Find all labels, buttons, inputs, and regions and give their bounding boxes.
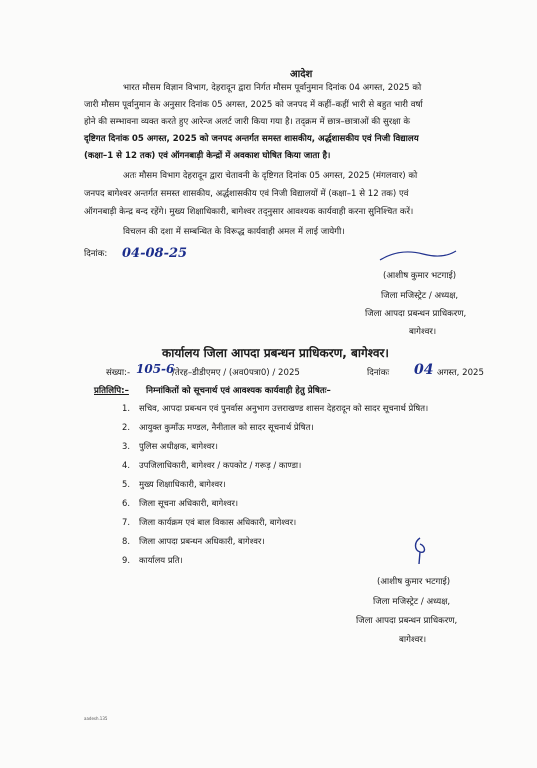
recipient-num: 5. xyxy=(122,479,130,489)
signature-2 xyxy=(408,536,432,566)
ref-handwritten: 105-6 xyxy=(136,362,175,376)
para1-line5: (कक्षा–1 से 12 तक) एवं ऑगनबाड़ी केन्द्रों में अवकाश घोषित किया जाता है। xyxy=(84,151,331,161)
recipient-num: 3. xyxy=(122,441,130,451)
copy-label: प्रतिलिपि:– xyxy=(94,386,129,396)
para2-line1: अतः मौसम विभाग देहरादून द्वारा चेतावनी के दृष्टिगत दिनांक 05 अगस्त, 2025 (मंगलवार) को xyxy=(123,171,418,181)
recipient-text: जिला सूचना अधिकारी, बागेश्वर। xyxy=(139,498,239,508)
sig1-authority: जिला आपदा प्रबन्धन प्राधिकरण, xyxy=(365,309,467,319)
sig2-authority: जिला आपदा प्रबन्धन प्राधिकरण, xyxy=(356,616,458,626)
recipient-text: पुलिस अधीक्षक, बागेश्वर। xyxy=(139,441,218,451)
sig2-designation: जिला मजिस्ट्रेट / अध्यक्ष, xyxy=(373,597,451,607)
recipient-text: मुख्य शिक्षाधिकारी, बागेश्वर। xyxy=(139,479,226,489)
recipient-text: कार्यालय प्रति। xyxy=(139,555,183,565)
para3: विचलन की दशा में सम्बन्धित के विरूद्ध कार्यवाही अमल में लाई जायेगी। xyxy=(123,227,345,237)
recipient-num: 4. xyxy=(122,460,130,470)
footer-code: aadesh.135 xyxy=(84,716,108,721)
sig1-name: (आशीष कुमार भटगाई) xyxy=(383,271,457,281)
para2-line2: जनपद बागेश्वर अन्तर्गत समस्त शासकीय, अर्द्धशासकीय एवं निजी विद्यालयों में (कक्षा–1 से 12 तक) एवं xyxy=(84,189,409,199)
ref-label: संख्या:- xyxy=(106,368,131,378)
sig1-designation: जिला मजिस्ट्रेट / अध्यक्ष, xyxy=(381,291,459,301)
recipient-text: जिला आपदा प्रबन्धन अधिकारी, बागेश्वर। xyxy=(139,536,265,546)
sig1-place: बागेश्वर। xyxy=(409,327,437,337)
recipient-text: जिला कार्यक्रम एवं बाल विकास अधिकारी, बागेश्वर। xyxy=(139,517,297,527)
office-heading: कार्यालय जिला आपदा प्रबन्धन प्राधिकरण, बागेश्वर। xyxy=(162,346,389,360)
order-date-label: दिनांक: xyxy=(84,249,108,259)
recipient-text: उपजिलाधिकारी, बागेश्वर / कपकोट / गरूड़ / काण्डा। xyxy=(139,460,302,470)
recipient-text: आयुक्त कुमाँऊ मण्डल, नैनीताल को सादर सूचनार्थ प्रेषित। xyxy=(139,422,314,432)
recipient-num: 2. xyxy=(122,422,130,432)
recipient-num: 8. xyxy=(122,536,130,546)
recipient-num: 6. xyxy=(122,498,130,508)
para2-line3: ऑगनबाड़ी केन्द्र बन्द रहेंगे। मुख्य शिक्षाधिकारी, बागेश्वर तद्नुसार आवश्यक कार्यवाही करना सुनिश्चित करें। xyxy=(84,207,414,217)
office-date-handwritten: 04 xyxy=(414,362,434,378)
ref-rest: /तेरह–डीडीएमए / (अव0पत्रा0) / 2025 xyxy=(172,368,300,378)
copy-text: निम्नांकितों को सूचनार्थ एवं आवश्यक कार्यवाही हेतु प्रेषितः– xyxy=(146,386,331,396)
office-date-rest: अगस्त, 2025 xyxy=(437,368,484,378)
signature-1 xyxy=(378,248,458,266)
order-title: आदेश xyxy=(290,69,313,80)
order-date-handwritten: 04-08-25 xyxy=(122,246,188,261)
para1-line2: जारी मौसम पूर्वानुमान के अनुसार दिनांक 05 अगस्त, 2025 को जनपद में कहीं–कहीं भारी से बहुत भारी वर्षा xyxy=(84,100,423,110)
para1-line1: भारत मौसम विज्ञान विभाग, देहरादून द्वारा निर्गत मौसम पूर्वानुमान दिनांक 04 अगस्त, 2025 को xyxy=(123,83,422,93)
sig2-place: बागेश्वर। xyxy=(399,635,427,645)
recipient-text: सचिव, आपदा प्रबन्धन एवं पुनर्वास अनुभाग उत्तराखण्ड शासन देहरादून को सादर सूचनार्थ प्रेषित। xyxy=(139,403,429,413)
para1-line3: होने की सम्भावना व्यक्त करते हुए आरेन्ज अलर्ट जारी किया गया है। तद्क्रम में छात्र–छात्राओं की सुरक्षा के xyxy=(84,117,410,127)
recipient-num: 7. xyxy=(122,517,130,527)
sig2-name: (आशीष कुमार भटगाई) xyxy=(377,577,451,587)
recipient-num: 9. xyxy=(122,555,130,565)
para1-line4: दृष्टिगत दिनांक 05 अगस्त, 2025 को जनपद अन्तर्गत समस्त शासकीय, अर्द्धशासकीय एवं निजी विद्यालय xyxy=(84,134,419,144)
recipient-num: 1. xyxy=(122,403,130,413)
office-date-label: दिनांकः xyxy=(367,368,390,378)
